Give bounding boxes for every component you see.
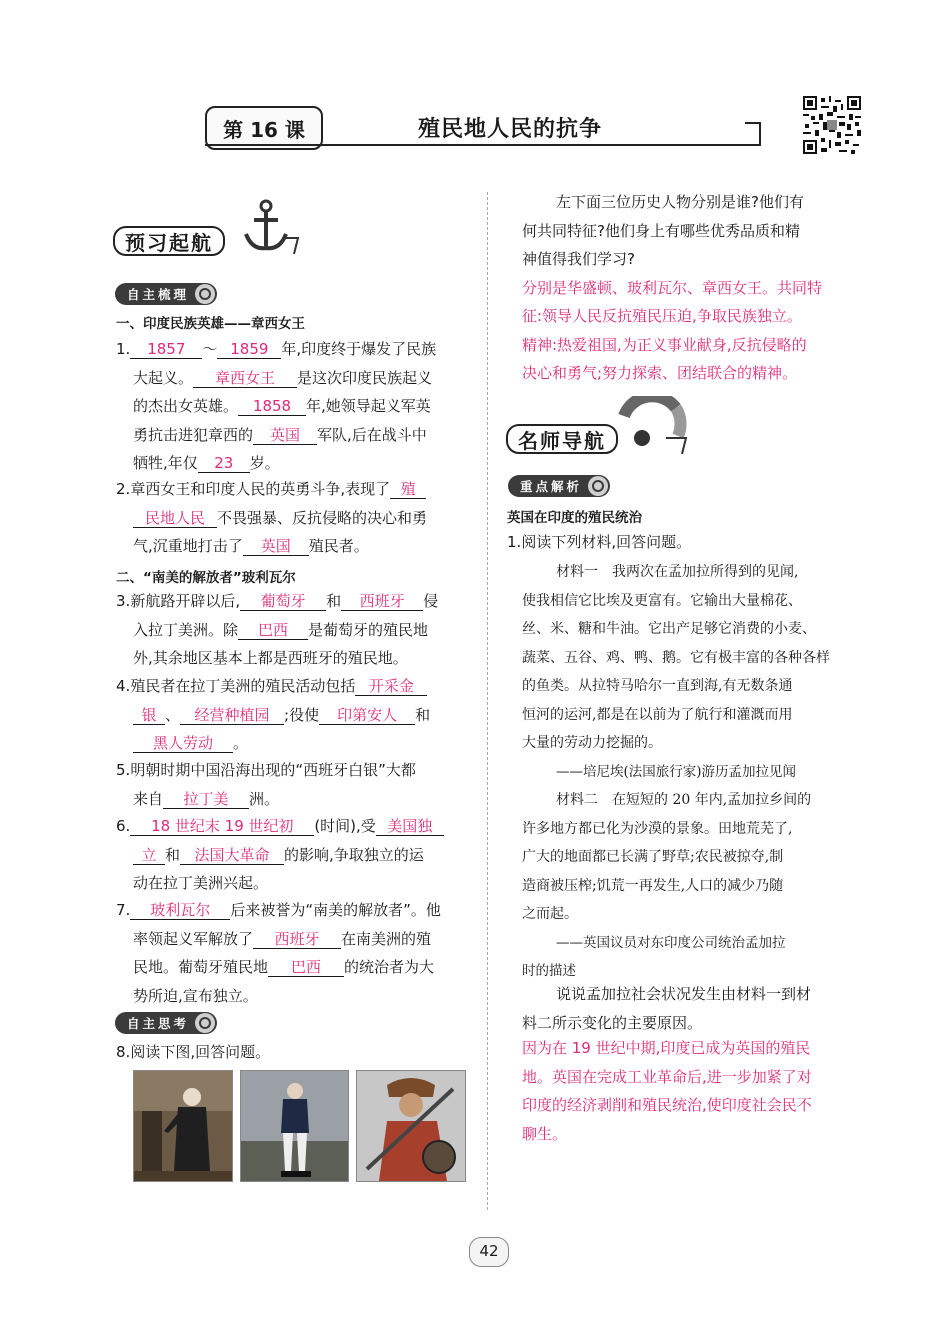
question-block-5 [116, 756, 416, 813]
question-1-ask [522, 980, 811, 1037]
material-line: 造商被压榨;饥荒一再发生,人口的减少乃随 [522, 877, 784, 894]
portrait-image-2 [240, 1070, 349, 1182]
text: 神值得我们学习? [522, 250, 635, 268]
answer-blank: 英国 [253, 427, 317, 445]
answer-text: 聊生。 [522, 1124, 568, 1143]
answer-blank: 银 [133, 707, 165, 725]
question-block-2 [116, 475, 427, 561]
answer-blank: 美国独 [376, 818, 444, 836]
text: 何共同特征?他们身上有哪些优秀品质和精 [522, 221, 800, 240]
text: 殖民者。 [308, 537, 369, 555]
material-line: 大量的劳动力挖掘的。 [522, 735, 662, 751]
text: 后来被誉为“南美的解放者”。他 [230, 901, 441, 919]
page-number-text: 42 [479, 1242, 499, 1260]
text: 岁。 [249, 454, 280, 472]
text: 和 [415, 705, 431, 724]
answer-text: 印度的经济剥削和殖民统治,使印度社会民不 [522, 1096, 812, 1114]
portrait-image-3 [356, 1070, 466, 1182]
answer-text: 征:领导人民反抗殖民压迫,争取民族独立。 [522, 307, 802, 325]
q-number: 7. [116, 901, 131, 919]
page-number [459, 1236, 519, 1266]
text: 入拉丁美洲。除 [133, 620, 239, 639]
text: 阅读下图,回答问题。 [130, 1043, 271, 1061]
text: 在南美洲的殖 [341, 929, 432, 948]
pill-key-analysis [508, 475, 610, 497]
text: 侵 [423, 592, 439, 610]
text: 率领起义军解放了 [133, 929, 254, 948]
text: (时间),受 [314, 817, 376, 835]
question-block-7 [116, 896, 441, 1010]
q-number: 5. [116, 761, 131, 779]
q-number: 1. [116, 340, 131, 358]
question-block-3 [116, 587, 438, 673]
text: 左下面三位历史人物分别是谁?他们有 [556, 193, 804, 211]
pill-label: 重点解析 [520, 479, 583, 494]
search-icon [195, 1013, 215, 1033]
answer-blank: 开采金 [355, 678, 427, 696]
material-line: 使我相信它比埃及更富有。它输出大量棉花、 [522, 592, 802, 609]
text: 外,其余地区基本上都是西班牙的殖民地。 [133, 649, 408, 667]
section-badge-preview [113, 226, 225, 256]
header-rule [205, 144, 760, 146]
qr-code-icon[interactable] [803, 96, 861, 154]
question-block-6 [116, 812, 444, 898]
lesson-number: 第 16 课 [205, 106, 323, 150]
question-block-4 [116, 672, 430, 758]
text: 动在拉丁美洲兴起。 [133, 874, 269, 892]
question-1-stem [507, 528, 691, 557]
portrait-image-1 [133, 1070, 233, 1182]
section-badge-label: 预习起航 [125, 230, 213, 255]
text: 明朝时期中国沿海出现的“西班牙白银”大都 [130, 761, 416, 779]
answer-blank: 18 世纪末 19 世纪初 [130, 818, 314, 836]
text: 军队,后在战斗中 [317, 425, 427, 444]
material-line: 蔬菜、五谷、鸡、鸭、鹅。它有极丰富的各种各样 [522, 649, 830, 666]
text: 料二所示变化的主要原因。 [522, 1013, 703, 1032]
text: 、 [165, 705, 181, 724]
answer-blank: 西班牙 [253, 931, 341, 949]
text: 气,沉重地打击了 [133, 537, 243, 555]
material-line: 的鱼类。从拉特马哈尔一直到海,有无数条通 [522, 678, 793, 694]
text: 年,她领导起义军英 [306, 397, 431, 415]
answer-blank: 玻利瓦尔 [130, 902, 230, 920]
material-source: 时的描述 [522, 963, 576, 979]
pill-self-think [115, 1012, 217, 1034]
answer-blank: 经营种植园 [180, 707, 284, 725]
text: 和 [326, 592, 342, 610]
section-heading: 二、“南美的解放者”玻利瓦尔 [116, 570, 296, 586]
text: 章西女王和印度人民的英勇斗争,表现了 [130, 480, 391, 498]
answer-blank: 巴西 [268, 959, 344, 977]
q-number: 3. [116, 592, 131, 610]
answer-blank: 英国 [243, 538, 309, 556]
text: 勇抗击进犯章西的 [133, 425, 254, 444]
text: 是这次印度民族起义 [297, 368, 433, 387]
search-icon [588, 476, 608, 496]
answer-blank: 1858 [238, 398, 306, 416]
text: 大起义。 [133, 368, 194, 387]
question-1-answer [522, 1034, 812, 1148]
answer-blank: 巴西 [238, 622, 308, 640]
anchor-icon [238, 198, 302, 256]
text: 洲。 [249, 789, 280, 808]
answer-blank: 民地人民 [133, 510, 217, 528]
question-block-8 [116, 1038, 270, 1067]
section-heading: 英国在印度的殖民统治 [507, 510, 642, 526]
material-line: 材料二 在短短的 20 年内,孟加拉乡间的 [556, 792, 812, 808]
answer-blank: 章西女王 [193, 370, 297, 388]
q-number: 6. [116, 817, 131, 835]
search-icon [195, 284, 215, 304]
text: 的杰出女英雄。 [133, 397, 239, 415]
text: 势所迫,宣布独立。 [133, 986, 258, 1005]
section-heading: 一、印度民族英雄——章西女王 [116, 316, 305, 332]
text: 牺牲,年仅 [133, 454, 198, 472]
answer-blank: 23 [198, 455, 250, 473]
material-line: 丝、米、糖和牛油。它出产足够它消费的小麦、 [522, 621, 816, 637]
material-line: 材料一 我两次在孟加拉所得到的见闻, [556, 564, 799, 580]
text: ～ [202, 340, 218, 358]
q-number: 8. [116, 1043, 131, 1061]
material-one [522, 558, 830, 986]
material-source: ——培尼埃(法国旅行家)游历孟加拉见闻 [556, 763, 797, 780]
text: 说说孟加拉社会状况发生由材料一到材 [556, 985, 812, 1003]
material-line: 许多地方都已化为沙漠的景象。田地荒芜了, [522, 820, 793, 837]
answer-blank: 1857 [130, 341, 202, 359]
q-number: 1. [507, 533, 522, 551]
header-rule-hook [745, 122, 761, 146]
text: 年,印度终于爆发了民族 [281, 340, 437, 358]
text: 殖民者在拉丁美洲的殖民活动包括 [130, 677, 356, 695]
answer-blank: 葡萄牙 [240, 593, 326, 611]
answer-blank: 法国大革命 [180, 847, 284, 865]
section-badge-label: 名师导航 [518, 428, 606, 453]
answer-blank: 拉丁美 [163, 791, 249, 809]
q-number: 4. [116, 677, 131, 695]
question-8-continued [522, 188, 822, 388]
text: 的影响,争取独立的运 [284, 845, 424, 864]
text: 新航路开辟以后, [130, 592, 241, 610]
text: 不畏强暴、反抗侵略的决心和勇 [217, 508, 428, 527]
answer-blank: 西班牙 [341, 593, 423, 611]
text: 阅读下列材料,回答问题。 [521, 533, 692, 551]
gauge-icon [618, 396, 690, 456]
material-source: ——英国议员对东印度公司统治孟加拉 [556, 934, 786, 951]
text: 和 [165, 845, 181, 864]
text: 来自 [133, 789, 164, 808]
answer-text: 因为在 19 世纪中期,印度已成为英国的殖民 [522, 1039, 811, 1057]
answer-text: 地。英国在完成工业革命后,进一步加紧了对 [522, 1067, 812, 1086]
material-line: 广大的地面都已长满了野草;农民被掠夺,制 [522, 849, 784, 865]
answer-text: 精神:热爱祖国,为正义事业献身,反抗侵略的 [522, 335, 807, 354]
material-line: 恒河的运河,都是在以前为了航行和灌溉而用 [522, 706, 793, 723]
lesson-title: 殖民地人民的抗争 [418, 117, 603, 142]
question-block-1 [116, 335, 436, 478]
answer-text: 决心和勇气;努力探索、团结联合的精神。 [522, 364, 798, 382]
answer-blank: 1859 [217, 341, 281, 359]
section-badge-guide [506, 424, 618, 454]
text: 民地。葡萄牙殖民地 [133, 958, 269, 976]
answer-text: 分别是华盛顿、玻利瓦尔、章西女王。共同特 [522, 278, 823, 297]
answer-blank: 黑人劳动 [133, 735, 233, 753]
answer-blank: 殖 [390, 481, 426, 499]
answer-blank: 印第安人 [319, 707, 415, 725]
pill-label: 自主梳理 [127, 287, 190, 302]
pill-self-sort [115, 283, 217, 305]
text: ;役使 [284, 705, 320, 724]
text: 是葡萄牙的殖民地 [308, 620, 429, 639]
column-divider [487, 192, 488, 1210]
pill-label: 自主思考 [127, 1016, 190, 1031]
answer-blank: 立 [133, 847, 165, 865]
material-line: 之而起。 [522, 906, 578, 922]
text: 的统治者为大 [344, 958, 435, 976]
text: 。 [233, 734, 249, 752]
q-number: 2. [116, 480, 131, 498]
